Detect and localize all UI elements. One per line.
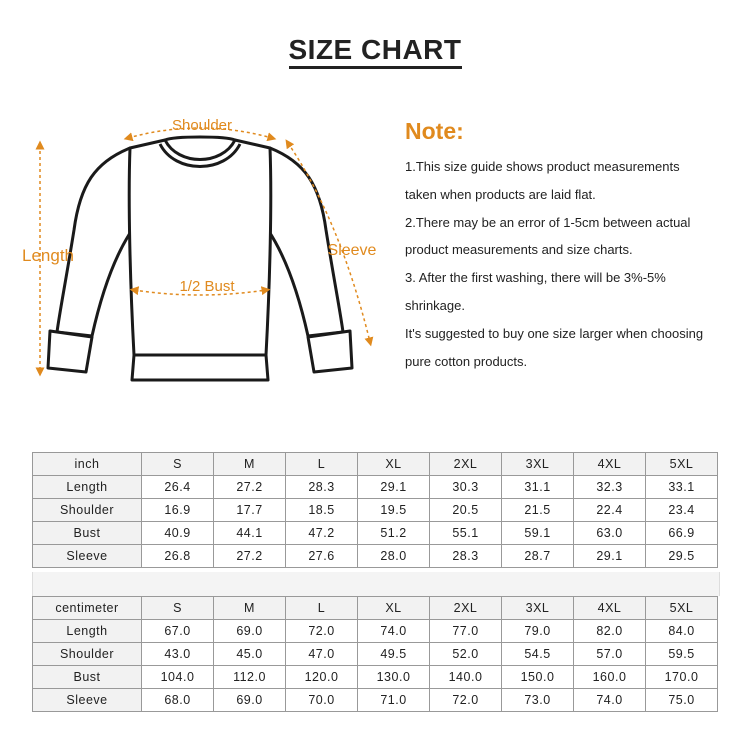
row-label: Length (33, 476, 142, 499)
table-cell: 47.2 (286, 522, 358, 545)
table-cell: 160.0 (574, 666, 646, 689)
size-header: L (286, 453, 358, 476)
table-cell: 21.5 (502, 499, 574, 522)
size-header: 4XL (574, 597, 646, 620)
table-cell: 66.9 (646, 522, 718, 545)
table-cell: 69.0 (214, 620, 286, 643)
note-line: shrinkage. (405, 297, 465, 313)
size-header: 5XL (646, 597, 718, 620)
table-row (33, 666, 718, 689)
table-cell: 49.5 (358, 643, 430, 666)
table-cell: 20.5 (430, 499, 502, 522)
table-cell: 28.3 (286, 476, 358, 499)
size-header: 3XL (502, 597, 574, 620)
size-header: XL (358, 597, 430, 620)
note-line: 2.There may be an error of 1-5cm between actual (405, 214, 691, 230)
size-header: M (214, 453, 286, 476)
table-cell: 84.0 (646, 620, 718, 643)
row-label: Shoulder (33, 499, 142, 522)
sleeve-label: Sleeve (327, 242, 377, 259)
table-cell: 28.3 (430, 545, 502, 568)
table-cell: 120.0 (286, 666, 358, 689)
table-cell: 130.0 (358, 666, 430, 689)
table-cell: 18.5 (286, 499, 358, 522)
table-cell: 54.5 (502, 643, 574, 666)
row-label: Bust (33, 666, 142, 689)
table-cell: 17.7 (214, 499, 286, 522)
table-cell: 73.0 (502, 689, 574, 712)
table-cell: 23.4 (646, 499, 718, 522)
page-title-text: SIZE CHART (289, 34, 462, 69)
table-header-row (33, 597, 718, 620)
row-label: Bust (33, 522, 142, 545)
page-title (0, 34, 750, 66)
table-cell: 47.0 (286, 643, 358, 666)
table-cell: 22.4 (574, 499, 646, 522)
table-cell: 28.7 (502, 545, 574, 568)
size-header: XL (358, 453, 430, 476)
note-line: pure cotton products. (405, 353, 528, 369)
table-cell: 150.0 (502, 666, 574, 689)
size-header: L (286, 597, 358, 620)
table-cell: 27.2 (214, 545, 286, 568)
size-header: 5XL (646, 453, 718, 476)
table-cell: 27.2 (214, 476, 286, 499)
row-label: Shoulder (33, 643, 142, 666)
sweatshirt-outline (48, 137, 352, 380)
table-cell: 104.0 (142, 666, 214, 689)
note-heading: Note: (405, 118, 464, 144)
table-cell: 69.0 (214, 689, 286, 712)
table-row (33, 499, 718, 522)
row-label: Length (33, 620, 142, 643)
table-row (33, 522, 718, 545)
table-cell: 29.1 (574, 545, 646, 568)
table-cell: 28.0 (358, 545, 430, 568)
table-cell: 51.2 (358, 522, 430, 545)
table-row (33, 620, 718, 643)
table-cell: 32.3 (574, 476, 646, 499)
table-cell: 63.0 (574, 522, 646, 545)
table-spacer (32, 572, 720, 596)
table-cell: 70.0 (286, 689, 358, 712)
unit-label: centimeter (33, 597, 142, 620)
table-cell: 59.1 (502, 522, 574, 545)
table-cell: 30.3 (430, 476, 502, 499)
table-cell: 26.4 (142, 476, 214, 499)
table-cell: 72.0 (430, 689, 502, 712)
table-cell: 170.0 (646, 666, 718, 689)
table-cell: 67.0 (142, 620, 214, 643)
table-cell: 112.0 (214, 666, 286, 689)
table-cell: 68.0 (142, 689, 214, 712)
table-row (33, 643, 718, 666)
table-cell: 33.1 (646, 476, 718, 499)
table-cell: 79.0 (502, 620, 574, 643)
size-header: 2XL (430, 453, 502, 476)
note-line: taken when products are laid flat. (405, 186, 596, 202)
bust-label: 1/2 Bust (179, 278, 235, 295)
table-row (33, 545, 718, 568)
table-cell: 71.0 (358, 689, 430, 712)
table-row (33, 476, 718, 499)
table-cell: 74.0 (358, 620, 430, 643)
row-label: Sleeve (33, 689, 142, 712)
note-line: product measurements and size charts. (405, 242, 633, 258)
note-section (405, 118, 745, 375)
note-line: 3. After the first washing, there will be 3%-5% (405, 270, 666, 286)
table-cell: 43.0 (142, 643, 214, 666)
table-cell: 19.5 (358, 499, 430, 522)
table-cell: 40.9 (142, 522, 214, 545)
size-header: S (142, 597, 214, 620)
size-header: 2XL (430, 597, 502, 620)
size-header: 4XL (574, 453, 646, 476)
unit-label: inch (33, 453, 142, 476)
table-cell: 45.0 (214, 643, 286, 666)
row-label: Sleeve (33, 545, 142, 568)
table-cell: 57.0 (574, 643, 646, 666)
table-cell: 52.0 (430, 643, 502, 666)
table-cell: 75.0 (646, 689, 718, 712)
length-label: Length (22, 246, 74, 265)
size-header: 3XL (502, 453, 574, 476)
sweatshirt-diagram (0, 110, 400, 400)
table-cell: 72.0 (286, 620, 358, 643)
size-header: S (142, 453, 214, 476)
table-cell: 26.8 (142, 545, 214, 568)
table-cell: 29.1 (358, 476, 430, 499)
size-table-inch (32, 452, 718, 568)
table-cell: 55.1 (430, 522, 502, 545)
table-cell: 74.0 (574, 689, 646, 712)
table-cell: 140.0 (430, 666, 502, 689)
size-table-centimeter (32, 596, 718, 712)
note-line: It's suggested to buy one size larger when choosing (405, 325, 704, 341)
table-cell: 44.1 (214, 522, 286, 545)
table-row (33, 689, 718, 712)
table-cell: 77.0 (430, 620, 502, 643)
table-cell: 59.5 (646, 643, 718, 666)
note-line: 1.This size guide shows product measurements (405, 159, 680, 174)
table-cell: 16.9 (142, 499, 214, 522)
table-header-row (33, 453, 718, 476)
shoulder-label: Shoulder (171, 117, 233, 134)
size-header: M (214, 597, 286, 620)
table-cell: 27.6 (286, 545, 358, 568)
table-cell: 31.1 (502, 476, 574, 499)
table-cell: 29.5 (646, 545, 718, 568)
table-cell: 82.0 (574, 620, 646, 643)
